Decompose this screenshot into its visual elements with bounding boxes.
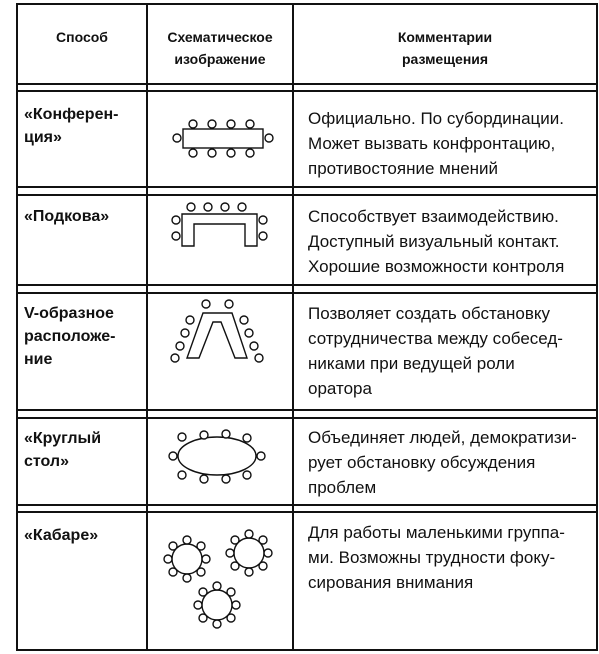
comment-line: рует обстановку обсуждения (308, 453, 536, 472)
header-comment-line2: размещения (401, 51, 489, 67)
comment-line: Объединяет людей, демократизи- (308, 428, 577, 447)
comment-line: Для работы маленькими группа- (308, 523, 565, 542)
round-table-icon (169, 430, 265, 483)
comment-line: оратора (308, 379, 372, 398)
name-line: «Конферен- (24, 106, 119, 123)
cabaret-icon (164, 530, 272, 628)
comment-line: Доступный визуальный контакт. (308, 232, 560, 251)
comment-line: Официально. По субординации. (308, 109, 565, 128)
header-diagram-line2: изображение (174, 51, 266, 67)
name-line: ция» (24, 129, 62, 146)
name-line: «Круглый (24, 430, 102, 447)
name-line: V-образное (24, 305, 114, 322)
header-method-label: Способ (56, 29, 108, 45)
name-line: стол» (24, 453, 69, 470)
comment-line: Позволяет создать обстановку (308, 304, 551, 323)
header-diagram-line1: Схематическое (167, 29, 273, 45)
comment-line: противостояние мнений (308, 159, 499, 178)
v-shape-icon (171, 300, 263, 362)
horseshoe-icon (172, 203, 267, 246)
name-line: расположе- (24, 328, 116, 345)
comment-line: ми. Возможны трудности фоку- (308, 548, 556, 567)
conference-icon (173, 120, 273, 157)
comment-line: проблем (308, 478, 377, 497)
comment-line: сирования внимания (308, 573, 474, 592)
name-line: ние (24, 351, 53, 368)
comment-line: Хорошие возможности контроля (308, 257, 565, 276)
comment-line: сотрудничества между собесед- (308, 329, 563, 348)
comment-line: никами при ведущей роли (308, 354, 515, 373)
name-line: «Кабаре» (24, 527, 99, 544)
comment-line: Способствует взаимодействию. (308, 207, 559, 226)
header-comment-line1: Комментарии (397, 29, 493, 45)
comment-line: Может вызвать конфронтацию, (308, 134, 556, 153)
name-line: «Подкова» (24, 208, 110, 225)
